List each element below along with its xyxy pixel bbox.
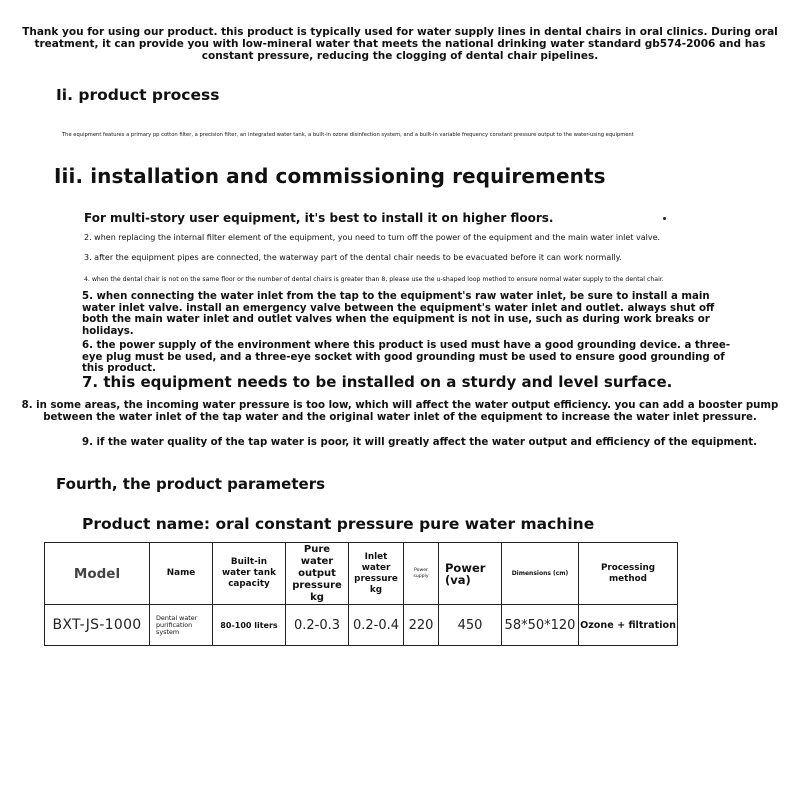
- cell-pure-water-pressure: 0.2-0.3: [286, 605, 349, 646]
- install-note-2: 2. when replacing the internal filter element of the equipment, you need to turn off the power of the equipment and the main water inlet valve.: [84, 233, 661, 242]
- intro-paragraph: Thank you for using our product. this product is typically used for water supply lines in dental chairs in oral clinics. During oral treatment, it can provide you with low-mineral water that meets the national drinking water standard gb574-2006 and has constant pressure, reducing the clogging of dental chair pipelines.: [22, 26, 778, 62]
- header-processing-line: method: [609, 573, 647, 584]
- header-tank-capacity: [213, 543, 286, 605]
- cell-tank-capacity: 80-100 liters: [213, 605, 286, 646]
- install-note-7: 7. this equipment needs to be installed on a sturdy and level surface.: [82, 373, 673, 391]
- header-pure-line: Pure: [303, 543, 331, 555]
- cell-power-supply: 220: [404, 605, 439, 646]
- header-tank-line: Built-in: [230, 557, 268, 567]
- cell-name-line: Dental water: [156, 613, 198, 622]
- install-note-5: 5. when connecting the water inlet from the tap to the equipment's raw water inlet, be sure to install a main water inlet valve. install an emergency valve between the equipment's water inlet and outlet. always shut off both the main water inlet and outlet valves when the equipment is not in use, such as during work breaks or holidays.: [82, 291, 715, 337]
- cell-name-line: system: [156, 627, 180, 636]
- install-note-1: For multi-story user equipment, it's best to install it on higher floors.: [84, 211, 554, 225]
- install-note-4: 4. when the dental chair is not on the same floor or the number of dental chairs is greater than 8, please use the u-shaped loop method to ensure normal water supply to the dental chair.: [84, 276, 664, 283]
- section-heading-product-process: Ii. product process: [56, 86, 220, 104]
- header-power-line: (va): [445, 572, 471, 587]
- header-pure-line: kg: [310, 591, 324, 603]
- cell-power: 450: [439, 605, 502, 646]
- header-pure-line: pressure: [292, 579, 342, 591]
- product-name: Product name: oral constant pressure pure water machine: [82, 515, 595, 533]
- header-pure-line: water: [300, 555, 334, 567]
- header-inlet-line: pressure: [354, 573, 398, 584]
- header-processing-line: Processing: [600, 562, 656, 573]
- cell-inlet-water-pressure: 0.2-0.4: [349, 605, 404, 646]
- cell-name: [150, 605, 213, 646]
- parameters-table: [44, 542, 678, 646]
- cell-dimensions: 58*50*120: [502, 605, 579, 646]
- header-tank-line: water tank: [222, 568, 276, 578]
- header-inlet-line: water: [361, 562, 391, 573]
- cell-model: BXT-JS-1000: [45, 605, 150, 646]
- header-dimensions: Dimensions (cm): [502, 543, 579, 605]
- header-pure-line: output: [298, 567, 336, 579]
- section-heading-installation: Iii. installation and commissioning requirements: [54, 164, 606, 188]
- header-power-line: Power: [445, 560, 486, 575]
- install-note-8: 8. in some areas, the incoming water pressure is too low, which will affect the water output efficiency. you can add a booster pump between the water inlet of the tap water and the original water inlet of the equipment to increase the water inlet pressure.: [21, 400, 779, 423]
- product-process-text: The equipment features a primary pp cotton filter, a precision filter, an integrated water tank, a built-in ozone disinfection system, and a built-in variable frequency constant pressure output to the water-using equipment: [62, 132, 634, 138]
- header-name: Name: [150, 543, 213, 605]
- header-inlet-line: kg: [369, 584, 383, 595]
- bullet-dot: [663, 217, 666, 220]
- header-power-supply: [404, 543, 439, 605]
- header-processing-method: [579, 543, 678, 605]
- table-row: [45, 605, 678, 646]
- table-header-row: [45, 543, 678, 605]
- header-power: [439, 543, 502, 605]
- section-heading-parameters: Fourth, the product parameters: [56, 475, 326, 493]
- install-note-9: 9. if the water quality of the tap water is poor, it will greatly affect the water output and efficiency of the equipment.: [82, 437, 758, 448]
- header-inlet-line: Inlet: [364, 551, 388, 562]
- header-model: Model: [45, 543, 150, 605]
- header-power-supply-line: supply: [413, 573, 429, 579]
- header-power-supply-line: Power: [414, 567, 428, 573]
- header-tank-line: capacity: [228, 579, 270, 589]
- cell-processing-method: Ozone + filtration: [579, 605, 678, 646]
- header-pure-water-pressure: [286, 543, 349, 605]
- cell-name-line: purification: [156, 620, 193, 629]
- install-note-3: 3. after the equipment pipes are connected, the waterway part of the dental chair needs to be evacuated before it can work normally.: [84, 253, 622, 262]
- header-inlet-water-pressure: [349, 543, 404, 605]
- install-note-6: 6. the power supply of the environment where this product is used must have a good grounding device. a three-eye plug must be used, and a three-eye socket with good grounding must be used to ensure good grounding of this product.: [82, 340, 731, 374]
